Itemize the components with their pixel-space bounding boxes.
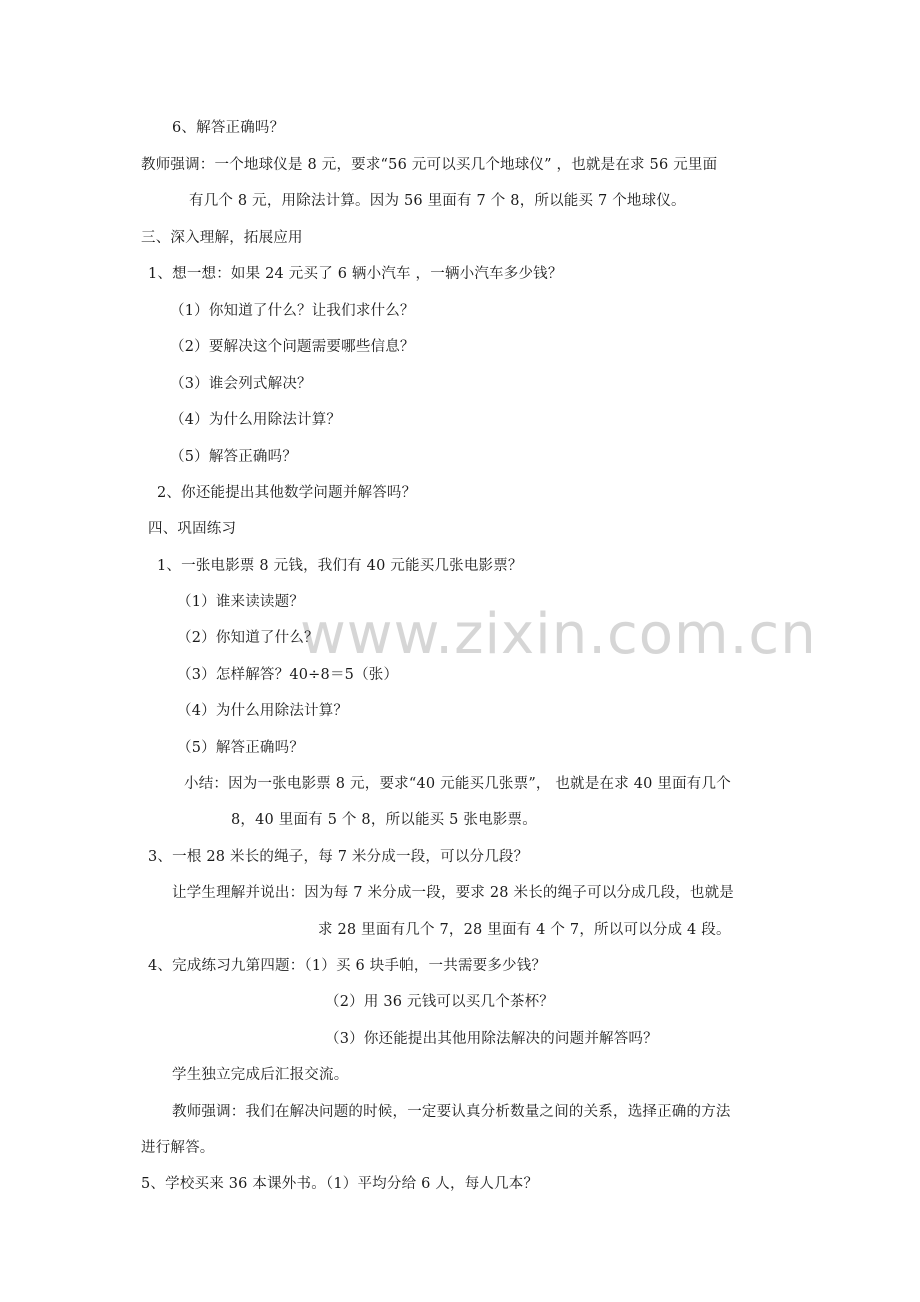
text-line: （3）谁会列式解决？ — [170, 376, 312, 392]
text-line: 学生独立完成后汇报交流。 — [172, 1067, 349, 1083]
text-line: 让学生理解并说出：因为每 7 米分成一段，要求 28 米长的绳子可以分成几段，也就是 — [172, 885, 735, 901]
text-line: （5）解答正确吗？ — [177, 740, 305, 756]
text-line: 5、学校买来 36 本课外书。（1）平均分给 6 人，每人几本？ — [141, 1176, 539, 1192]
text-line: 教师强调：一个地球仪是 8 元，要求“56 元可以买几个地球仪” ，也就是在求 56 元里面 — [141, 157, 718, 173]
section-heading: 四、巩固练习 — [148, 521, 237, 537]
text-line: 3、一根 28 米长的绳子，每 7 米分成一段，可以分几段？ — [148, 849, 529, 865]
text-line: （2）你知道了什么？ — [177, 630, 319, 646]
text-line: 进行解答。 — [141, 1140, 215, 1156]
text-line: （1）谁来读读题？ — [177, 594, 305, 610]
text-line: 1、想一想：如果 24 元买了 6 辆小汽车 ，一辆小汽车多少钱？ — [148, 266, 563, 282]
text-line: （1）你知道了什么？让我们求什么？ — [170, 303, 415, 319]
text-line: 6、解答正确吗？ — [172, 120, 285, 136]
text-line: （5）解答正确吗？ — [170, 449, 298, 465]
text-line: 8，40 里面有 5 个 8，所以能买 5 张电影票。 — [231, 812, 537, 828]
text-line: （3）怎样解答？40÷8＝5（张） — [177, 667, 399, 683]
text-line: 教师强调：我们在解决问题的时候，一定要认真分析数量之间的关系，选择正确的方法 — [172, 1104, 731, 1120]
text-line: （4）为什么用除法计算？ — [177, 703, 349, 719]
text-line: （4）为什么用除法计算？ — [170, 412, 342, 428]
text-line: 小结：因为一张电影票 8 元，要求“40 元能买几张票”， 也就是在求 40 里面有几个 — [184, 776, 731, 792]
watermark: www.zixin.com.cn — [300, 602, 817, 667]
text-line: （2）用 36 元钱可以买几个茶杯？ — [325, 994, 554, 1010]
text-line: 2、你还能提出其他数学问题并解答吗？ — [157, 485, 417, 501]
text-line: 4、完成练习九第四题：（1）买 6 块手帕，一共需要多少钱？ — [148, 958, 547, 974]
text-line: 1、一张电影票 8 元钱，我们有 40 元能买几张电影票？ — [157, 558, 523, 574]
text-line: （2）要解决这个问题需要哪些信息？ — [170, 339, 415, 355]
text-line: 有几个 8 元，用除法计算。因为 56 里面有 7 个 8，所以能买 7 个地球仪。 — [189, 193, 686, 209]
text-line: 求 28 里面有几个 7，28 里面有 4 个 7，所以可以分成 4 段。 — [318, 922, 731, 938]
text-line: （3）你还能提出其他用除法解决的问题并解答吗？ — [325, 1031, 658, 1047]
section-heading: 三、深入理解，拓展应用 — [141, 230, 303, 246]
